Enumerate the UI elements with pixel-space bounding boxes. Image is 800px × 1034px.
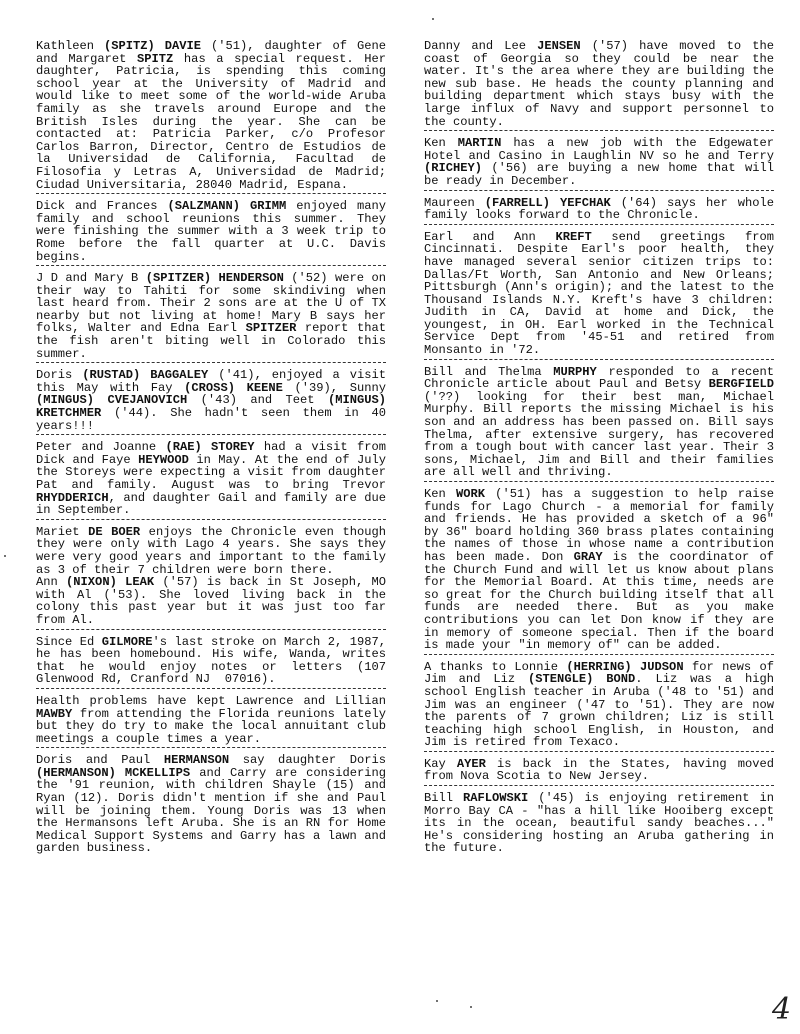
item-divider [36,519,386,520]
news-text: ('56) are buying a new home that will be ready in December. [424,161,782,188]
item-divider [36,629,386,630]
item-divider [36,688,386,689]
item-divider [424,130,774,131]
name-highlight: (HERMANSON) MCKELLIPS [36,765,191,780]
item-divider [36,434,386,435]
news-item [424,364,782,480]
news-item [424,756,782,784]
news-text: Bill and Thelma [424,364,554,379]
news-text: ('43) and Teet [187,393,328,408]
name-highlight: (HERRING) JUDSON [566,659,684,674]
name-highlight: (SPITZ) DAVIE [104,39,202,53]
news-text: ('52) were on their way to Tahiti for some skindiving when last heard from. Their 2 sons are at the U of TX nearby but not living at home! Mary B says her folks, Walter and Edna Earl [36,271,394,336]
news-text: report that the fish aren't biting well in Colorado this summer. [36,321,394,361]
scan-speck [4,555,6,557]
right-column [424,39,782,856]
name-highlight: WORK [455,487,485,501]
name-highlight: RAFLOWSKI [462,791,529,806]
news-text: and Carry are considering the '91 reunion, with children Shayle (15) and Ryan (12). Doris didn't mention if she and Paul will be joining them. Young Doris was 13 when the Hermansons left Aruba. She is an RN for Home Medical Support Systems and Garry has a lawn and garden business. [36,765,394,856]
name-highlight: (RUSTAD) BAGGALEY [82,368,209,383]
news-text: Danny and Lee [424,39,538,53]
news-text: ('39), Sunny [282,380,394,395]
item-divider [424,359,774,360]
name-highlight: (MINGUS) CVEJANOVICH [36,393,188,408]
news-text: from attending the Florida reunions lately but they do try to make the local annuitant club meetings a couple times a year. [36,706,394,746]
name-highlight: DE BOER [88,524,141,539]
news-text: Ken [424,136,458,151]
name-highlight: (STENGLE) BOND [528,672,636,687]
name-highlight: KREFT [555,229,592,244]
item-divider [424,481,774,482]
name-highlight: (RAE) STOREY [165,440,255,455]
item-divider [424,224,774,225]
news-item [36,753,394,856]
news-text: Bill [424,791,463,806]
news-text: responded to a recent Chronicle article about Paul and Betsy [424,364,782,392]
item-divider [36,362,386,363]
name-highlight: MAWBY [36,706,73,721]
name-highlight: (SPITZER) HENDERSON [145,271,284,286]
news-item [36,693,394,746]
news-text: enjoys the Chronicle even though they were only with Lago 4 years. She says they were very good years and important to the family as 3 of their 7 children were born there. Ann [36,524,386,590]
news-item [36,634,394,687]
news-text: ('41), enjoyed a visit this May with Fay [36,368,394,395]
news-text: has a new job with the Edgewater Hotel and Casino in Laughlin NV so he and Terry [424,136,782,163]
news-text: ('57) have moved to the coast of Georgia so they could be near the water. It's the area where they are building the new sub base. He heads the county planning and building department which stays busy with the large influx of Navy and support personnel to the county. [424,39,782,129]
news-text: Ken [424,487,456,501]
name-highlight: JENSEN [537,39,581,53]
news-text: Mariet [36,524,89,539]
left-column [36,39,394,856]
news-item [424,791,782,856]
name-highlight: MURPHY [553,364,597,379]
name-highlight: BERGFIELD [708,377,774,392]
news-item [424,136,782,188]
news-text: has a special request. Her daughter, Patricia, is spending this coming school year at the University of Madrid and would like to meet some of the world-wide Aruba family as she travels around Europe and the British Isles during the year. She can be contacted at: Patricia Parker, c/o Profesor Carlos Barron, Director, Centro de Estudios de la Universidad de California, Facultad de Filosofia y Letras A, Universidad de Madrid; Ciudad Universitaria, 28040 Madrid, Espana. [36,51,394,192]
news-item [36,368,394,433]
name-highlight: (FARRELL) YEFCHAK [484,195,611,210]
news-text: ('??) looking for their best man, Michael Murphy. Bill reports the missing Michael is his son and an address has been passed on. Bill says Thelma, after extensive surgery, has recovered from a tough bout with cancer last year. Their 3 sons, Michael, Jim and Bill and their families are all well and thriving. [424,377,782,480]
name-highlight: HEYWOOD [138,452,189,467]
scan-speck [432,18,434,20]
news-text: ('45) is enjoying retirement in Morro Bay CA - "has a hill like Hooiberg except its in the ocean, beautiful sandy beaches..." He's considering hosting an Aruba gathering in the future. [424,791,782,856]
news-item [36,39,394,192]
item-divider [36,747,386,748]
news-item [424,39,782,129]
news-text: Peter and Joanne [36,440,166,455]
name-highlight: (NIXON) LEAK [66,575,155,590]
news-item [424,487,782,653]
news-item [36,199,394,264]
news-text: for news of Jim and Liz [424,659,782,687]
name-highlight: (RICHEY) [424,161,483,176]
name-highlight: SPITZ [137,51,174,66]
name-highlight: MARTIN [457,136,502,151]
news-text: ('64) says her whole family looks forward to the Chronicle. [424,195,782,223]
news-text: A thanks to Lonnie [424,659,567,674]
item-divider [424,190,774,191]
page-number: 4 [772,992,792,1027]
item-divider [36,193,386,194]
news-text: Since Ed [36,634,102,649]
news-item [424,659,782,750]
news-item [36,440,394,518]
news-text: is the coordinator of the Church Fund and will let us know about plans for the Memorial Board. At this time, needs are so great for the Church building itself that all funds are needed there. But as you make contributions you can let Don know if they are in memory of someone special. Then if the board is made your "in memory of" can be added. [424,549,782,653]
news-text: Kathleen [36,39,105,53]
news-text: in May. At the end of July the Storeys were expecting a visit from daughter Pat and family. August was to bring Trevor [36,452,394,492]
name-highlight: SPITZER [245,321,297,336]
news-text: Health problems have kept Lawrence and Lillian [36,693,394,708]
news-item [36,524,394,627]
news-item [36,271,394,361]
name-highlight: GRAY [573,549,603,564]
item-divider [424,751,774,752]
news-text: send greetings from Cincinnati. Despite Earl's poor health, they have managed several senior citizen trips to: Dallas/Ft Worth, San Antonio and New Orleans; Pittsburgh (Ann's origin); and the latest to the Thousand Islands N.Y. Kreft's have 3 children: Judith in CA, David at home and Dick, the youngest, in OH. Earl worked in the Technical Service Dept from '45-51 and retired from Monsanto in '72. [424,229,782,358]
news-item [424,229,782,358]
news-text: , and daughter Gail and family are due in September. [36,490,394,518]
news-text: Doris and Paul [36,753,164,768]
news-item [424,195,782,223]
item-divider [424,654,774,655]
scan-speck [470,1006,472,1008]
news-text: 's last stroke on March 2, 1987, he has been homebound. His wife, Wanda, writes that he would enjoy notes or letters (107 Glenwood Rd, Cranford NJ 07016). [36,634,394,687]
name-highlight: (SALZMANN) GRIMM [167,199,287,214]
name-highlight: (CROSS) KEENE [184,380,283,395]
news-text: Doris [36,368,83,383]
item-divider [36,265,386,266]
name-highlight: (MINGUS) KRETCHMER [36,393,394,421]
scan-speck [436,1000,438,1002]
news-text: Earl and Ann [424,229,556,244]
name-highlight: AYER [456,756,486,771]
news-text: had a visit from Dick and Faye [36,440,394,467]
news-text: say daughter Doris [229,753,394,768]
item-divider [424,785,774,786]
news-text: Dick and Frances [36,199,168,214]
news-text: . Liz was a high school English teacher in Aruba ('48 to '51) and Jim was an engineer ('47 to '51). They are now the parents of 7 grown children; Liz is still teaching high school English, in Houston, and Jim is retired from Texaco. [424,672,782,750]
name-highlight: HERMANSON [163,753,230,768]
news-text: J D and Mary B [36,271,146,286]
news-text: Maureen [424,195,485,210]
news-text: ('57) is back in St Joseph, MO with Al ('53). She loved living back in the colony this past year but it was just too far from Al. [36,575,394,627]
name-highlight: RHYDDERICH [36,490,109,505]
news-text: Kay [424,756,457,771]
news-text: enjoyed many family and school reunions this summer. They were finishing the summer with a 3 week trip to Rome before the fall quarter at U.C. Davis begins. [36,199,394,264]
name-highlight: GILMORE [101,634,153,649]
news-text: is back in the States, having moved from Nova Scotia to New Jersey. [424,756,782,784]
news-text: ('51), daughter of Gene and Margaret [36,39,394,66]
news-text: ('44). She hadn't seen them in 40 years!!! [36,406,394,433]
news-text: ('51) has a suggestion to help raise funds for Lago Church - a memorial for family and friends. He has provided a sketch of a 96" by 36" board holding 360 brass plates containing the names of those in whose name a contribution has been made. Don [424,487,782,564]
